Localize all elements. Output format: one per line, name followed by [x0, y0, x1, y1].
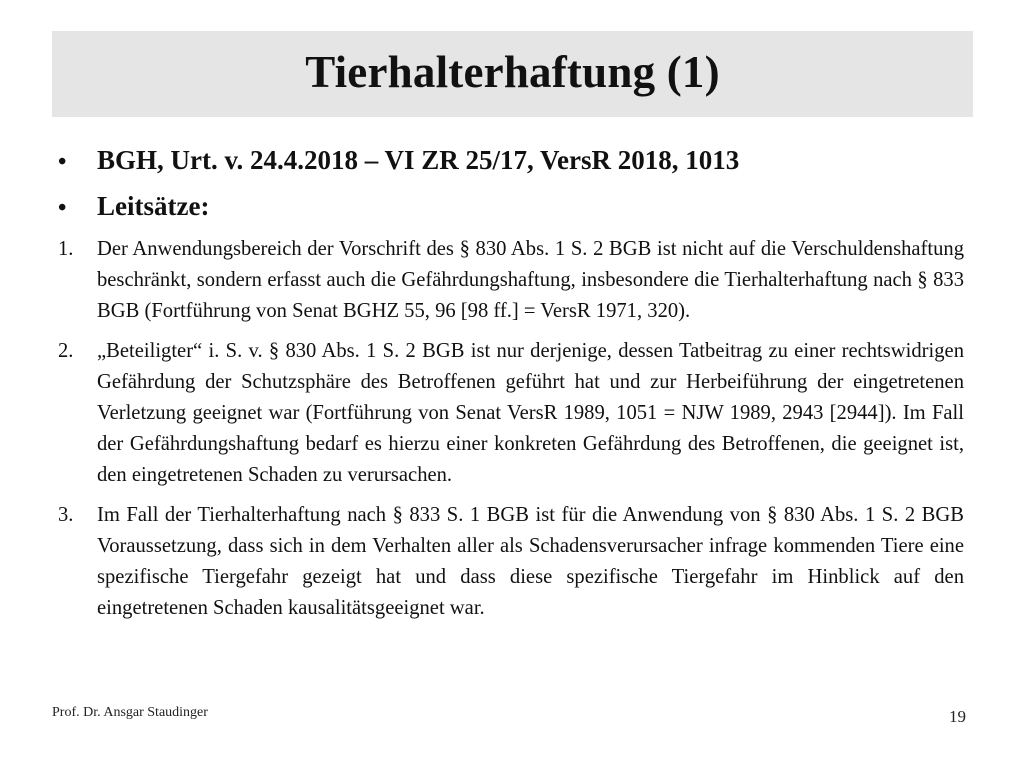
bullet-list [58, 138, 964, 230]
bullet-icon: • [58, 149, 67, 175]
item-number: 3. [58, 503, 74, 526]
footer-author: Prof. Dr. Ansgar Staudinger [52, 705, 208, 720]
bullet-item [58, 184, 964, 230]
bullet-leitsaetze: Leitsätze: [97, 191, 210, 221]
slide-title: Tierhalterhaftung (1) [305, 47, 720, 97]
bullet-citation: BGH, Urt. v. 24.4.2018 – VI ZR 25/17, VersR 2018, 1013 [97, 145, 740, 175]
numbered-list [58, 234, 964, 632]
bullet-item [58, 138, 964, 184]
item-text: Im Fall der Tierhalterhaftung nach § 833 S. 1 BGB ist für die Anwendung von § 830 Abs. 1 S. 2 BGB Voraussetzung, dass sich in dem Verhalten aller als Schadensverursacher infrage kommenden Tiere eine spezifische Tiergefahr gezeigt hat und dass diese spezifische Tiergefahr im Hinblick auf den eingetretenen Schaden kausalitätsgeeignet war. [97, 503, 964, 620]
list-item [58, 500, 964, 625]
item-number: 1. [58, 238, 74, 260]
list-item [58, 336, 964, 492]
list-item [58, 234, 964, 328]
item-number: 2. [58, 339, 74, 362]
title-bar [52, 31, 973, 117]
bullet-icon: • [58, 195, 67, 221]
item-text: Der Anwendungsbereich der Vorschrift des § 830 Abs. 1 S. 2 BGB ist nicht auf die Verschuldenshaftung beschränkt, sondern erfasst auch die Gefährdungshaftung, insbesondere die Tierhalterhaftung nach § 833 BGB (Fortführung von Senat BGHZ 55, 96 [98 ff.] = VersR 1971, 320). [97, 238, 964, 323]
page-number: 19 [949, 707, 966, 726]
item-text: „Beteiligter“ i. S. v. § 830 Abs. 1 S. 2 BGB ist nur derjenige, dessen Tatbeitrag zu einer rechtswidrigen Gefährdung der Schutzsphäre des Betroffenen geführt hat und zur Herbeiführung der eingetretenen Verletzung geeignet war (Fortführung von Senat VersR 1989, 1051 = NJW 1989, 2943 [2944]). Im Fall der Gefährdungshaftung bedarf es hierzu einer konkreten Gefährdung des Betroffenen, die geeignet ist, den eingetretenen Schaden zu verursachen. [97, 339, 964, 487]
